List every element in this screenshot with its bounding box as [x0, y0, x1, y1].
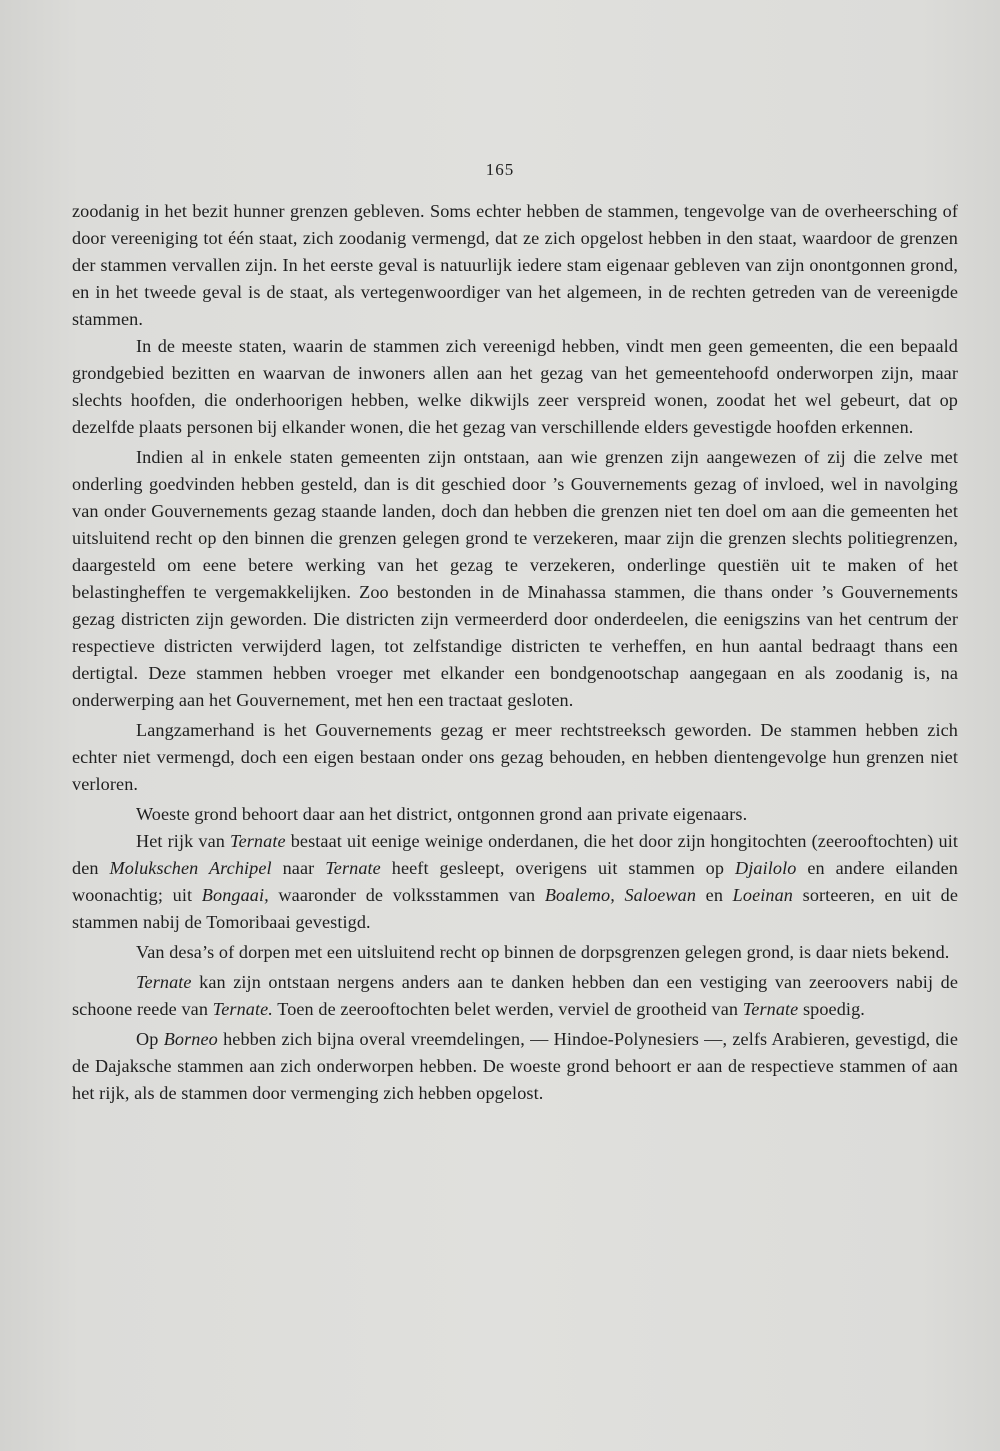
text-run: kan zijn ontstaan nergens anders aan te danken hebben dan een vestiging van zeeroovers nabij de schoone reede van [72, 972, 958, 1019]
text-run: Toen de zeerooftochten belet werden, verviel de grootheid van [272, 999, 743, 1019]
text-run: Op [136, 1029, 164, 1049]
place-name-italic: Boalemo, Saloewan [544, 885, 697, 905]
place-name-italic: Borneo [163, 1029, 218, 1049]
body-text [72, 198, 958, 1107]
place-name-italic: Djailolo [734, 858, 797, 878]
paragraph-5: Woeste grond behoort daar aan het district, ontgonnen grond aan private eigenaars. [136, 804, 748, 824]
text-run: heeft gesleept, overigens uit stammen op [380, 858, 735, 878]
paragraph-4: Langzamerhand is het Gouvernements gezag er meer rechtstreeksch geworden. De stammen hebben zich echter niet vermengd, doch een eigen bestaan onder ons gezag behouden, en hebben dientengevolge hun grenzen niet verloren. [72, 720, 958, 794]
page-number: 165 [485, 160, 515, 179]
paragraph-2: In de meeste staten, waarin de stammen zich vereenigd hebben, vindt men geen gemeenten, die een bepaald grondgebied bezitten en waarvan de inwoners allen aan het gezag van het gemeentehoofd onderworpen zijn, maar slechts hoofden, die onderhoorigen hebben, welke dikwijls zeer verspreid wonen, zoodat het wel gebeurt, dat op dezelfde plaats personen bij elkander wonen, die het gezag van verschillende elders gevestigde hoofden erkennen. [72, 336, 958, 437]
text-run: bestaat uit eenige weinige onderdanen, die het door zijn hongitochten (zeerooftochten) uit den [72, 831, 958, 878]
text-run: naar [271, 858, 326, 878]
place-name-italic: Ternate [742, 999, 799, 1019]
text-run: Het rijk van [136, 831, 231, 851]
place-name-italic: Ternate [136, 972, 192, 992]
place-name-italic: Ternate [325, 858, 381, 878]
paragraph-9 [72, 1026, 958, 1107]
paragraph-1: zoodanig in het bezit hunner grenzen gebleven. Soms echter hebben de stammen, tengevolge van de overheersching of door vereeniging tot één staat, zich zoodanig vermengd, dat ze zich opgelost hebben in den staat, waardoor de grenzen der stammen vervallen zijn. In het eerste geval is natuurlijk iedere stam eigenaar gebleven van zijn onontgonnen grond, en in het tweede geval is de staat, als vertegenwoordiger van het algemeen, in de rechten getreden van de vereenigde stammen. [72, 201, 958, 329]
text-run: hebben zich bijna overal vreemdelingen, — Hindoe-Polynesiers —, zelfs Arabieren, gevestigd, die de Dajaksche stammen aan zich onderworpen hebben. De woeste grond behoort er aan de respectieve stammen of aan het rijk, als de stammen door vermenging zich hebben opgelost. [72, 1029, 958, 1103]
place-name-italic: Bongaai, [201, 885, 269, 905]
place-name-italic: Ternate [230, 831, 286, 851]
text-run: en andere eilanden woonachtig; uit [72, 858, 958, 905]
text-run: spoedig. [798, 999, 865, 1019]
place-name-italic: Loeinan [732, 885, 793, 905]
text-run: sorteeren, en uit de stammen nabij de Tomoribaai gevestigd. [72, 885, 958, 932]
text-run: en [696, 885, 733, 905]
paragraph-6 [72, 828, 958, 936]
place-name-italic: Ternate. [212, 999, 273, 1019]
place-name-italic: Molukschen Archipel [109, 858, 272, 878]
paragraph-8 [72, 969, 958, 1023]
text-run: waaronder de volksstammen van [268, 885, 545, 905]
paragraph-7: Van desa’s of dorpen met een uitsluitend recht op binnen de dorpsgrenzen gelegen grond, is daar niets bekend. [136, 942, 950, 962]
paragraph-3: Indien al in enkele staten gemeenten zijn ontstaan, aan wie grenzen zijn aangewezen of zij die zelve met onderling goedvinden hebben gesteld, dan is dit geschied door ’s Gouvernements gezag of invloed, wel in navolging van onder Gouvernements gezag staande landen, doch dan hebben die grenzen niet ten doel om aan die gemeenten het uitsluitend recht op den binnen die grenzen gelegen grond te verzekeren, maar zijn die grenzen slechts politiegrenzen, daargesteld om eene betere werking van het gezag te verzekeren, onderlinge questiën uit te maken of het belastingheffen te vergemakkelijken. Zoo bestonden in de Minahassa stammen, die thans onder ’s Gouvernements gezag districten zijn geworden. Die districten zijn vermeerderd door onderdeelen, die eenigszins van het centrum der respectieve districten verwijderd lagen, tot zelfstandige districten te verheffen, en hun aantal bedraagt thans een dertigtal. Deze stammen hebben vroeger met elkander een bondgenootschap aangegaan en als zoodanig is, na onderwerping aan het Gouvernement, met hen een tractaat gesloten. [72, 447, 958, 710]
